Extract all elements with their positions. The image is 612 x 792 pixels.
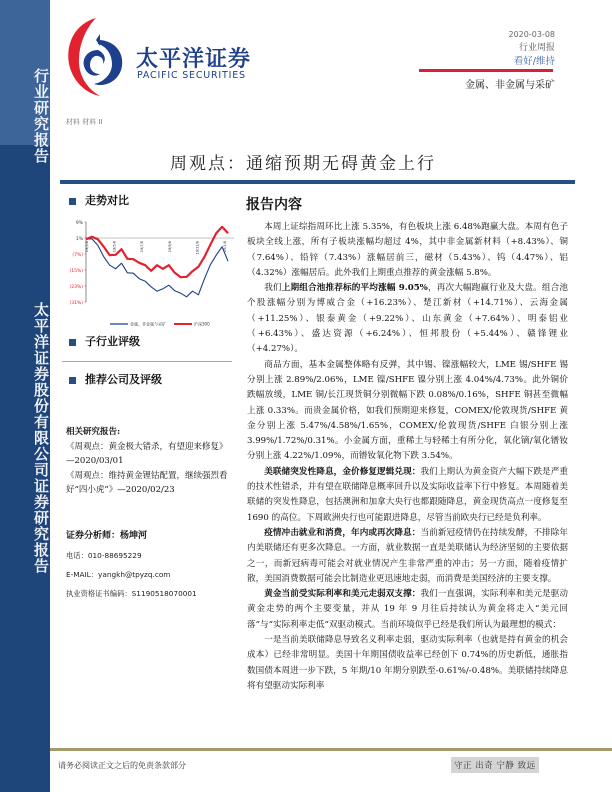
related-report-link[interactable]: 《周观点：黄金极大错杀，有望迎来修复》—2020/03/01 bbox=[66, 441, 228, 466]
analyst-phone: 电话：010-88695229 bbox=[66, 551, 142, 560]
svg-text:9%: 9% bbox=[75, 221, 83, 226]
svg-text:19/11/8: 19/11/8 bbox=[195, 241, 200, 255]
related-report-link[interactable]: 《周观点：维持黄金锂钴配置，继续强烈看好“四小虎”》—2020/02/23 bbox=[66, 470, 228, 495]
analyst-license: 执业资格证书编码：S1190518070001 bbox=[66, 589, 197, 598]
industry-rating: 看好/维持 bbox=[513, 56, 555, 67]
trend-chart bbox=[62, 212, 240, 332]
report-date: 2020-03-08 bbox=[508, 30, 555, 39]
pacific-securities-logo-icon bbox=[62, 10, 132, 100]
svg-text:(7%): (7%) bbox=[72, 253, 83, 258]
square-bullet-icon bbox=[69, 339, 76, 346]
svg-text:沪深300: 沪深300 bbox=[194, 321, 210, 327]
paragraph: 本周上证综指周环比上涨 5.35%，有色板块上涨 6.48%跑赢大盘。本周有色子板块全线上涨，所有子板块涨幅均超过 4%，其中非金属新材料（+8.43%）、铜（7.64%）、铅锌（7.43%）涨幅居前三，磁材（5.43%）、钨（4.47%）、铝（4.32%）涨幅居后。此外我们上期重点推荐的黄金涨幅 5.8%。 bbox=[247, 222, 568, 278]
svg-text:19/9/8: 19/9/8 bbox=[167, 241, 172, 253]
svg-text:金属、非金属与采矿: 金属、非金属与采矿 bbox=[130, 321, 166, 327]
header-red-rule bbox=[419, 69, 553, 72]
analyst-info bbox=[66, 527, 236, 603]
square-bullet-icon bbox=[69, 198, 76, 205]
company-motto: 守正 出奇 宁静 致远 bbox=[451, 757, 539, 773]
related-reports-label: 相关研究报告: bbox=[66, 427, 121, 437]
report-type: 行业周报 bbox=[518, 43, 555, 53]
recommended-companies-heading: 推荐公司及评级 bbox=[69, 371, 162, 387]
svg-text:19/3/8: 19/3/8 bbox=[85, 241, 89, 253]
svg-text:20/1/8: 20/1/8 bbox=[223, 241, 227, 253]
report-meta bbox=[509, 28, 556, 69]
trend-chart-svg bbox=[62, 212, 240, 332]
svg-text:(23%): (23%) bbox=[69, 285, 83, 290]
paragraph: 疫情冲击就业和消费，年内或再次降息：当前新冠疫情仍在持续发酵，不排除年内美联储还有更多次降息。一方面，就业数据一直是美联储认为经济坚韧的主要依据之一，而新冠病毒可能会对就业情况产生非常严重的冲击；另一方面，随着疫情扩散，美国消费数据可能会比制造业更迅速地走弱，而消费是美国经济的主要支撑。 bbox=[247, 527, 568, 584]
report-body bbox=[247, 220, 568, 694]
sector-name: 金属、非金属与采矿 bbox=[465, 80, 555, 91]
paragraph: 我们上期组合池推荐标的平均涨幅 9.05%，再次大幅跑赢行业及大盘。组合池个股涨幅分别为博威合金（+16.23%）、楚江新材（+14.71%）、云海金属（+11.25%）、银泰黄金（+9.22%）、山东黄金（+7.64%）、明泰铝业（+6.43%）、盛达资源（+6.24%）、恒邦股份（+5.44%）、赣锋锂业（+4.27%）。 bbox=[247, 283, 568, 355]
section-title: 报告内容 bbox=[246, 197, 302, 213]
paragraph: 一是当前美联储降息导致名义利率走弱，驱动实际利率（也就是持有黄金的机会成本）已经非常明显。美国十年期国债收益率已经创下 0.74%的历史新低，通胀指数国债本周进一步下跌，5 年期/10 年期分别跌至-0.61%/-0.48%。美联储持续降息将有望驱动实际利率 bbox=[247, 635, 568, 691]
paragraph: 黄金当前受实际利率和美元走弱双支撑：我们一直强调，实际利率和美元是驱动黄金走势的两个主要变量，并从 19 年 9 月往后持续认为黄金将走入“美元回落”与“实际利率走低”双驱动模式。当前环境似乎已经是我们所认为最理想的模式： bbox=[247, 589, 568, 630]
industry-category: 材料 材料 II bbox=[66, 118, 103, 126]
svg-text:19/5/8: 19/5/8 bbox=[112, 241, 117, 253]
analyst-email[interactable]: E-MAIL：yangkh@tpyzq.com bbox=[66, 570, 171, 579]
svg-text:(31%): (31%) bbox=[69, 301, 83, 306]
sidebar-company-label: 太平洋证券股份有限公司证券研究报告 bbox=[32, 302, 50, 574]
svg-text:(15%): (15%) bbox=[69, 269, 83, 274]
sidebar-report-label: 行业研究报告 bbox=[32, 68, 50, 164]
left-separator bbox=[62, 361, 232, 362]
svg-text:19/7/8: 19/7/8 bbox=[140, 241, 145, 253]
disclaimer-note: 请务必阅读正文之后的免责条款部分 bbox=[58, 761, 186, 770]
report-title: 周观点：通缩预期无碍黄金上行 bbox=[170, 154, 436, 174]
svg-text:1%: 1% bbox=[75, 237, 83, 242]
paragraph: 美联储突发性降息，金价修复逻辑兑现：我们上期认为黄金资产大幅下跌是严重的技术性错杀，并有望在联储降息概率回升以及实际收益率下行中修复。本周随着美联储的突发性降息，包括澳洲和加拿大央行也都跟随降息，黄金现货高点一度修复至 1690 的高位。下周欧洲央行也可能跟进降息，尽管当前欧央行已经是负利率。 bbox=[247, 466, 568, 523]
title-rule bbox=[60, 180, 575, 184]
square-bullet-icon bbox=[69, 377, 76, 384]
sub-industry-rating-heading: 子行业评级 bbox=[69, 333, 140, 349]
brand-name-en: PACIFIC SECURITIES bbox=[137, 70, 246, 81]
footer-rule bbox=[50, 748, 612, 751]
paragraph: 商品方面，基本金属整体略有反弹，其中锡、镍涨幅较大，LME 锡/SHFE 锡分别上涨 2.89%/2.06%，LME 镍/SHFE 镍分别上涨 4.04%/4.73%。此外铜价跌幅放缓，LME 铜/长江现货铜分别微幅下跌 0.08%/0.16%，SHFE 铜甚至微幅上涨 0.33%。而贵金属价格，如我们预期迎来修复，COMEX/伦敦现货/SHFE 黄金分别上涨 5.47%/4.58%/1.65%，COMEX/伦敦现货/SHFE 白银分别上涨 3.99%/1.72%/0.31%。小金属方面，重稀土与轻稀土有所分化，氧化镝/氧化镨钕分别上涨 4.22%/1.09%，而镨钕氧化物下跌 3.54%。 bbox=[247, 359, 568, 462]
brand-name-cn: 太平洋证券 bbox=[136, 47, 252, 72]
related-reports bbox=[66, 425, 234, 498]
analyst-name: 证券分析师：杨坤河 bbox=[66, 531, 148, 541]
trend-heading: 走势对比 bbox=[69, 192, 129, 208]
